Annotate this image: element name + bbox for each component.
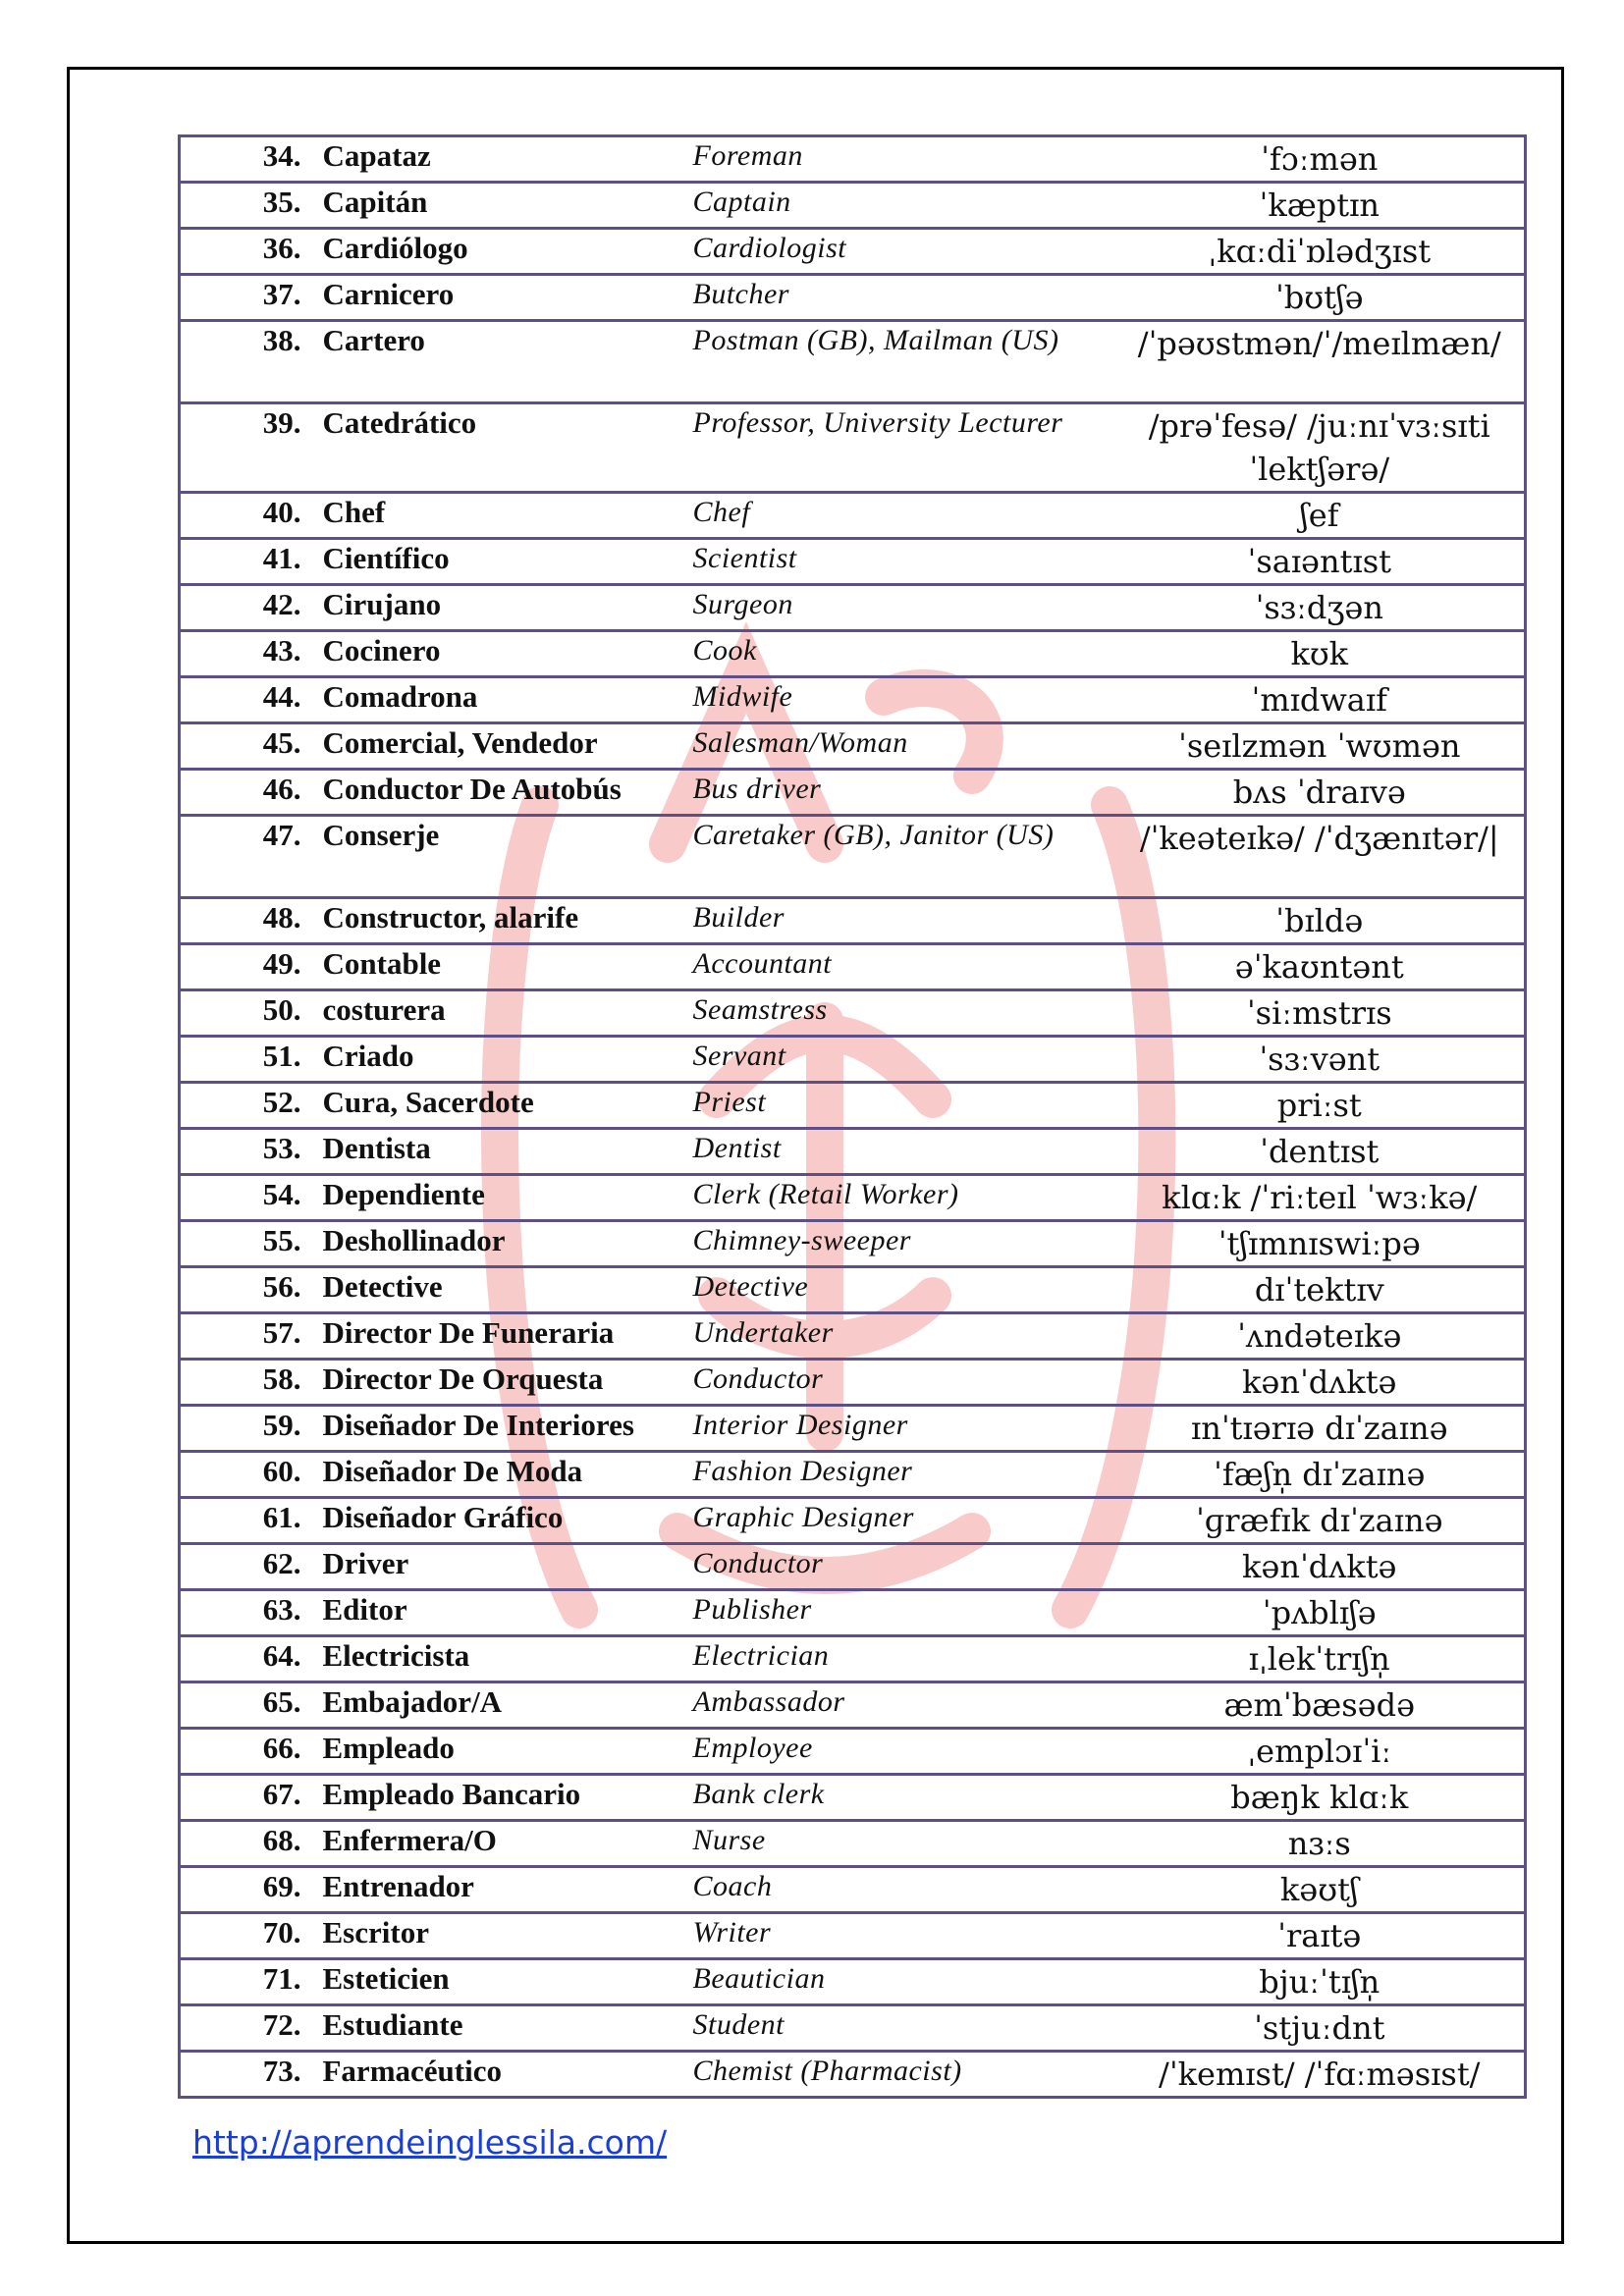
- spanish-term: Diseñador De Interiores: [313, 1406, 693, 1452]
- ipa-transcription: ˌemplɔɪˈiː: [1115, 1729, 1526, 1775]
- english-term: Conductor: [693, 1544, 1115, 1590]
- spanish-term: costurera: [313, 990, 693, 1037]
- spanish-term: Detective: [313, 1267, 693, 1313]
- spanish-term: Esteticien: [313, 1959, 693, 2005]
- spanish-term: Dependiente: [313, 1175, 693, 1221]
- spanish-term: Comadrona: [313, 677, 693, 723]
- row-number: 61.: [180, 1498, 313, 1544]
- row-number: 67.: [180, 1775, 313, 1821]
- table-row: [180, 1267, 1526, 1313]
- ipa-transcription: ˈmɪdwaɪf: [1115, 677, 1526, 723]
- english-term: Chemist (Pharmacist): [693, 2052, 1115, 2098]
- english-term: Fashion Designer: [693, 1452, 1115, 1498]
- ipa-transcription: ˈɡræfɪk dɪˈzaɪnə: [1115, 1498, 1526, 1544]
- spanish-term: Criado: [313, 1037, 693, 1083]
- spanish-term: Escritor: [313, 1913, 693, 1959]
- table-row: [180, 1452, 1526, 1498]
- row-number: 36.: [180, 229, 313, 275]
- ipa-transcription: ˈseɪlzmən ˈwʊmən: [1115, 723, 1526, 770]
- spanish-term: Empleado Bancario: [313, 1775, 693, 1821]
- spanish-term: Cocinero: [313, 631, 693, 677]
- ipa-transcription: ʃef: [1115, 493, 1526, 539]
- row-number: 71.: [180, 1959, 313, 2005]
- row-number: 68.: [180, 1821, 313, 1867]
- ipa-transcription: /ˈpəʊstmən/ˈ/meɪlmæn/: [1115, 321, 1526, 403]
- spanish-term: Empleado: [313, 1729, 693, 1775]
- english-term: Accountant: [693, 944, 1115, 990]
- english-term: Midwife: [693, 677, 1115, 723]
- spanish-term: Director De Orquesta: [313, 1360, 693, 1406]
- ipa-transcription: ˈpʌblɪʃə: [1115, 1590, 1526, 1636]
- row-number: 51.: [180, 1037, 313, 1083]
- spanish-term: Conserje: [313, 816, 693, 898]
- ipa-transcription: /prəˈfesə/ /juːnɪˈvɜːsɪti ˈlektʃərə/: [1115, 403, 1526, 493]
- english-term: Electrician: [693, 1636, 1115, 1682]
- spanish-term: Diseñador De Moda: [313, 1452, 693, 1498]
- row-number: 42.: [180, 585, 313, 631]
- english-term: Coach: [693, 1867, 1115, 1913]
- ipa-transcription: ˈsɜːvənt: [1115, 1037, 1526, 1083]
- ipa-transcription: bæŋk klɑːk: [1115, 1775, 1526, 1821]
- table-row: [180, 1682, 1526, 1729]
- row-number: 65.: [180, 1682, 313, 1729]
- english-term: Postman (GB), Mailman (US): [693, 321, 1115, 403]
- table-row: [180, 1498, 1526, 1544]
- ipa-transcription: ɪˌlekˈtrɪʃn̩: [1115, 1636, 1526, 1682]
- spanish-term: Cura, Sacerdote: [313, 1083, 693, 1129]
- english-term: Chef: [693, 493, 1115, 539]
- row-number: 34.: [180, 136, 313, 183]
- table-row: [180, 1083, 1526, 1129]
- table-row: [180, 944, 1526, 990]
- english-term: Scientist: [693, 539, 1115, 585]
- english-term: Detective: [693, 1267, 1115, 1313]
- ipa-transcription: ˈfæʃn̩ dɪˈzaɪnə: [1115, 1452, 1526, 1498]
- table-row: [180, 1406, 1526, 1452]
- row-number: 54.: [180, 1175, 313, 1221]
- table-row: [180, 403, 1526, 493]
- row-number: 50.: [180, 990, 313, 1037]
- english-term: Foreman: [693, 136, 1115, 183]
- spanish-term: Electricista: [313, 1636, 693, 1682]
- table-row: [180, 1175, 1526, 1221]
- spanish-term: Cardiólogo: [313, 229, 693, 275]
- table-row: [180, 1636, 1526, 1682]
- english-term: Chimney-sweeper: [693, 1221, 1115, 1267]
- spanish-term: Científico: [313, 539, 693, 585]
- ipa-transcription: əˈkaʊntənt: [1115, 944, 1526, 990]
- spanish-term: Enfermera/O: [313, 1821, 693, 1867]
- english-term: Student: [693, 2005, 1115, 2052]
- ipa-transcription: ˈstjuːdnt: [1115, 2005, 1526, 2052]
- table-row: [180, 770, 1526, 816]
- row-number: 47.: [180, 816, 313, 898]
- english-term: Butcher: [693, 275, 1115, 321]
- ipa-transcription: ˈsɜːdʒən: [1115, 585, 1526, 631]
- row-number: 41.: [180, 539, 313, 585]
- row-number: 72.: [180, 2005, 313, 2052]
- spanish-term: Comercial, Vendedor: [313, 723, 693, 770]
- english-term: Graphic Designer: [693, 1498, 1115, 1544]
- english-term: Clerk (Retail Worker): [693, 1175, 1115, 1221]
- row-number: 58.: [180, 1360, 313, 1406]
- english-term: Beautician: [693, 1959, 1115, 2005]
- table-row: [180, 1544, 1526, 1590]
- row-number: 69.: [180, 1867, 313, 1913]
- spanish-term: Entrenador: [313, 1867, 693, 1913]
- table-row: [180, 990, 1526, 1037]
- ipa-transcription: kənˈdʌktə: [1115, 1544, 1526, 1590]
- english-term: Servant: [693, 1037, 1115, 1083]
- english-term: Caretaker (GB), Janitor (US): [693, 816, 1115, 898]
- table-row: [180, 585, 1526, 631]
- ipa-transcription: /ˈkeəteɪkə/ /ˈdʒænɪtər/|: [1115, 816, 1526, 898]
- ipa-transcription: priːst: [1115, 1083, 1526, 1129]
- spanish-term: Chef: [313, 493, 693, 539]
- english-term: Seamstress: [693, 990, 1115, 1037]
- table-row: [180, 1729, 1526, 1775]
- english-term: Nurse: [693, 1821, 1115, 1867]
- table-row: [180, 677, 1526, 723]
- english-term: Salesman/Woman: [693, 723, 1115, 770]
- table-row: [180, 2005, 1526, 2052]
- english-term: Builder: [693, 898, 1115, 944]
- ipa-transcription: klɑːk /ˈriːteɪl ˈwɜːkə/: [1115, 1175, 1526, 1221]
- website-link[interactable]: http://aprendeinglessila.com/: [192, 2123, 668, 2162]
- spanish-term: Cirujano: [313, 585, 693, 631]
- english-term: Conductor: [693, 1360, 1115, 1406]
- table-row: [180, 1775, 1526, 1821]
- row-number: 46.: [180, 770, 313, 816]
- row-number: 53.: [180, 1129, 313, 1175]
- table-row: [180, 493, 1526, 539]
- spanish-term: Contable: [313, 944, 693, 990]
- row-number: 44.: [180, 677, 313, 723]
- spanish-term: Deshollinador: [313, 1221, 693, 1267]
- ipa-transcription: kəʊtʃ: [1115, 1867, 1526, 1913]
- ipa-transcription: /ˈkemɪst/ /ˈfɑːməsɪst/: [1115, 2052, 1526, 2098]
- spanish-term: Conductor De Autobús: [313, 770, 693, 816]
- table-row: [180, 321, 1526, 403]
- spanish-term: Carnicero: [313, 275, 693, 321]
- english-term: Publisher: [693, 1590, 1115, 1636]
- row-number: 35.: [180, 183, 313, 229]
- english-term: Cook: [693, 631, 1115, 677]
- ipa-transcription: bʌs ˈdraɪvə: [1115, 770, 1526, 816]
- ipa-transcription: ˈraɪtə: [1115, 1913, 1526, 1959]
- row-number: 60.: [180, 1452, 313, 1498]
- ipa-transcription: ˈtʃɪmnɪswiːpə: [1115, 1221, 1526, 1267]
- ipa-transcription: kənˈdʌktə: [1115, 1360, 1526, 1406]
- spanish-term: Director De Funeraria: [313, 1313, 693, 1360]
- row-number: 57.: [180, 1313, 313, 1360]
- table-row: [180, 1037, 1526, 1083]
- row-number: 73.: [180, 2052, 313, 2098]
- spanish-term: Estudiante: [313, 2005, 693, 2052]
- ipa-transcription: ˈfɔːmən: [1115, 136, 1526, 183]
- english-term: Interior Designer: [693, 1406, 1115, 1452]
- english-term: Employee: [693, 1729, 1115, 1775]
- spanish-term: Cartero: [313, 321, 693, 403]
- row-number: 62.: [180, 1544, 313, 1590]
- table-row: [180, 898, 1526, 944]
- table-row: [180, 1913, 1526, 1959]
- table-row: [180, 1867, 1526, 1913]
- row-number: 59.: [180, 1406, 313, 1452]
- row-number: 37.: [180, 275, 313, 321]
- english-term: Bus driver: [693, 770, 1115, 816]
- table-row: [180, 136, 1526, 183]
- spanish-term: Farmacéutico: [313, 2052, 693, 2098]
- row-number: 49.: [180, 944, 313, 990]
- spanish-term: Constructor, alarife: [313, 898, 693, 944]
- english-term: Cardiologist: [693, 229, 1115, 275]
- table-row: [180, 1129, 1526, 1175]
- ipa-transcription: ˈsaɪəntɪst: [1115, 539, 1526, 585]
- ipa-transcription: nɜːs: [1115, 1821, 1526, 1867]
- row-number: 66.: [180, 1729, 313, 1775]
- spanish-term: Catedrático: [313, 403, 693, 493]
- english-term: Bank clerk: [693, 1775, 1115, 1821]
- ipa-transcription: ˈʌndəteɪkə: [1115, 1313, 1526, 1360]
- ipa-transcription: æmˈbæsədə: [1115, 1682, 1526, 1729]
- table-row: [180, 183, 1526, 229]
- vocabulary-table: [178, 134, 1527, 2099]
- ipa-transcription: ˈkæptɪn: [1115, 183, 1526, 229]
- row-number: 38.: [180, 321, 313, 403]
- spanish-term: Driver: [313, 1544, 693, 1590]
- ipa-transcription: dɪˈtektɪv: [1115, 1267, 1526, 1313]
- english-term: Ambassador: [693, 1682, 1115, 1729]
- spanish-term: Editor: [313, 1590, 693, 1636]
- ipa-transcription: bjuːˈtɪʃn̩: [1115, 1959, 1526, 2005]
- ipa-transcription: ˈsiːmstrɪs: [1115, 990, 1526, 1037]
- table-row: [180, 539, 1526, 585]
- row-number: 39.: [180, 403, 313, 493]
- ipa-transcription: kʊk: [1115, 631, 1526, 677]
- row-number: 43.: [180, 631, 313, 677]
- ipa-transcription: ˌkɑːdiˈɒlədʒɪst: [1115, 229, 1526, 275]
- table-row: [180, 1221, 1526, 1267]
- table-row: [180, 229, 1526, 275]
- spanish-term: Embajador/A: [313, 1682, 693, 1729]
- ipa-transcription: ˈdentɪst: [1115, 1129, 1526, 1175]
- english-term: Dentist: [693, 1129, 1115, 1175]
- table-row: [180, 275, 1526, 321]
- english-term: Undertaker: [693, 1313, 1115, 1360]
- row-number: 45.: [180, 723, 313, 770]
- table-row: [180, 2052, 1526, 2098]
- english-term: Surgeon: [693, 585, 1115, 631]
- table-row: [180, 816, 1526, 898]
- table-row: [180, 723, 1526, 770]
- english-term: Writer: [693, 1913, 1115, 1959]
- ipa-transcription: ˈbɪldə: [1115, 898, 1526, 944]
- spanish-term: Capitán: [313, 183, 693, 229]
- spanish-term: Capataz: [313, 136, 693, 183]
- row-number: 55.: [180, 1221, 313, 1267]
- row-number: 52.: [180, 1083, 313, 1129]
- row-number: 64.: [180, 1636, 313, 1682]
- english-term: Professor, University Lecturer: [693, 403, 1115, 493]
- table-row: [180, 1590, 1526, 1636]
- table-row: [180, 631, 1526, 677]
- row-number: 48.: [180, 898, 313, 944]
- spanish-term: Dentista: [313, 1129, 693, 1175]
- row-number: 40.: [180, 493, 313, 539]
- table-row: [180, 1360, 1526, 1406]
- table-row: [180, 1313, 1526, 1360]
- english-term: Priest: [693, 1083, 1115, 1129]
- english-term: Captain: [693, 183, 1115, 229]
- spanish-term: Diseñador Gráfico: [313, 1498, 693, 1544]
- table-row: [180, 1959, 1526, 2005]
- row-number: 63.: [180, 1590, 313, 1636]
- row-number: 56.: [180, 1267, 313, 1313]
- ipa-transcription: ɪnˈtɪərɪə dɪˈzaɪnə: [1115, 1406, 1526, 1452]
- row-number: 70.: [180, 1913, 313, 1959]
- ipa-transcription: ˈbʊtʃə: [1115, 275, 1526, 321]
- table-row: [180, 1821, 1526, 1867]
